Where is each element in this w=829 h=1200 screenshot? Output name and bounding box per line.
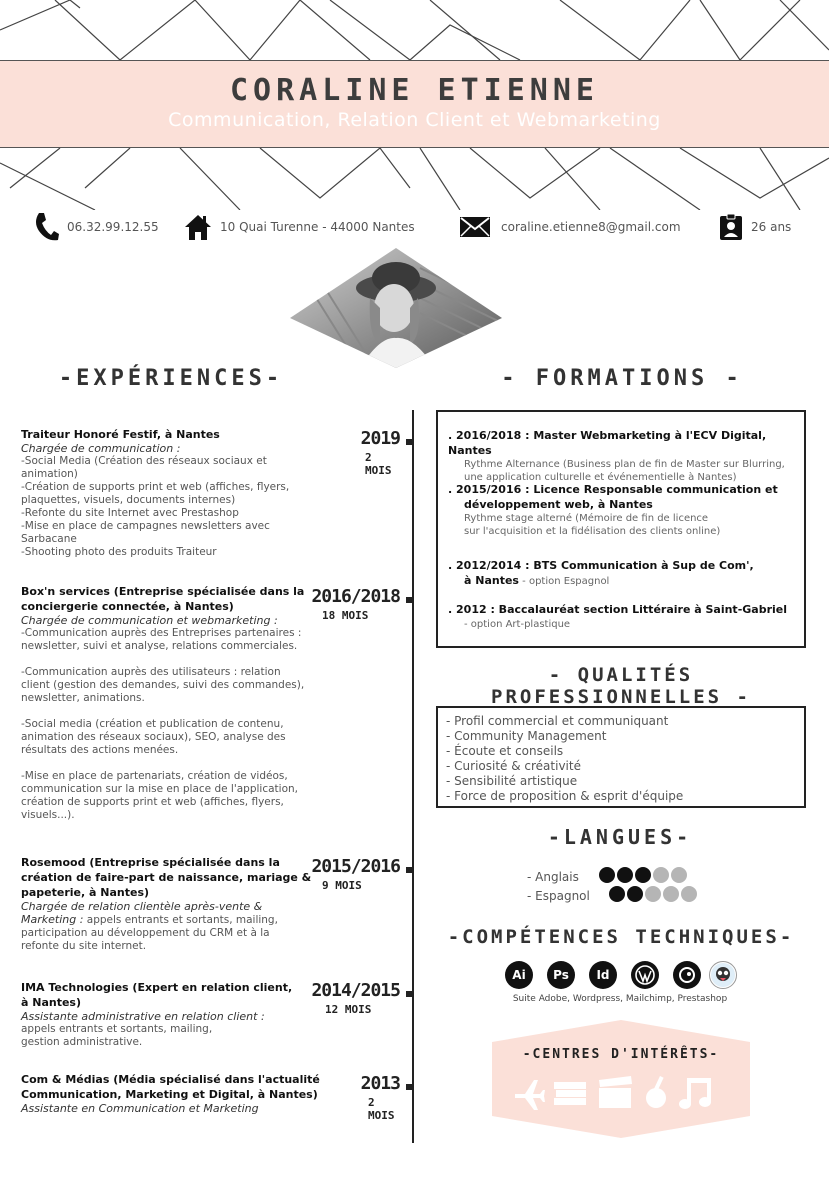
experience-company: Communication, Marketing et Digital, à Nantes) xyxy=(21,1088,318,1101)
experience-detail: gestion administrative. xyxy=(21,1036,143,1048)
language-level xyxy=(597,867,687,886)
timeline-marker xyxy=(406,597,412,603)
experience-detail: -Communication auprès des utilisateurs : relation xyxy=(21,666,281,678)
level-dot-empty xyxy=(653,867,669,883)
experience-duration: 2 MOIS xyxy=(368,1096,395,1122)
experience-timeline xyxy=(412,410,414,1143)
experience-year: 2015/2016 xyxy=(311,856,400,877)
experience-item xyxy=(21,1072,321,1115)
experience-detail: client (gestion des demandes, suivi des commandes), xyxy=(21,679,305,691)
experience-role: Chargée de communication : xyxy=(21,442,181,455)
experience-duration: 12 MOIS xyxy=(325,1003,372,1016)
wordpress-icon xyxy=(631,961,659,989)
level-dot-empty xyxy=(645,886,661,902)
experience-company: IMA Technologies (Expert en relation client, xyxy=(21,981,293,994)
experience-detail: plaquettes, visuels, documents internes) xyxy=(21,494,236,506)
level-dot-filled xyxy=(635,867,651,883)
experience-year: 2016/2018 xyxy=(311,586,400,607)
formations-heading: - FORMATIONS - xyxy=(501,366,743,391)
airplane-icon xyxy=(515,1080,545,1110)
experience-detail: communication sur la mise en place de l'application, xyxy=(21,783,298,795)
formation-item xyxy=(448,558,798,589)
experience-detail: -Refonte du site Internet avec Prestashop xyxy=(21,507,239,519)
books-icon xyxy=(554,1082,586,1105)
level-dot-empty xyxy=(681,886,697,902)
prestashop-icon xyxy=(709,961,737,989)
level-dot-filled xyxy=(599,867,615,883)
competences-heading: -COMPÉTENCES TECHNIQUES- xyxy=(447,926,795,948)
experience-company: Traiteur Honoré Festif, à Nantes xyxy=(21,428,220,441)
qualites-box xyxy=(436,706,806,808)
experience-role: Chargée de communication et webmarketing : xyxy=(21,614,278,627)
language-row xyxy=(527,886,697,905)
formation-desc: Rythme stage alterné (Mémoire de fin de licence xyxy=(464,513,709,524)
home-icon xyxy=(184,213,212,241)
experience-year: 2014/2015 xyxy=(311,980,400,1001)
quality-item: - Profil commercial et communiquant xyxy=(446,714,669,728)
experience-item xyxy=(21,855,321,953)
timeline-marker xyxy=(406,439,412,445)
experience-company: Com & Médias (Média spécialisé dans l'actualité xyxy=(21,1073,320,1086)
music-guitar-palette-icon xyxy=(646,1076,666,1108)
level-dot-filled xyxy=(609,886,625,902)
experience-detail: -Social Media (Création des réseaux sociaux et xyxy=(21,455,267,467)
experience-role: Assistante administrative en relation client : xyxy=(21,1010,265,1023)
experience-role: Marketing : xyxy=(21,913,84,926)
level-dot-filled xyxy=(627,886,643,902)
header-geometric-pattern-top xyxy=(0,0,829,60)
level-dot-empty xyxy=(671,867,687,883)
experience-date xyxy=(330,1073,400,1122)
mailchimp-icon xyxy=(673,961,701,989)
experience-duration: 2 MOIS xyxy=(365,451,392,477)
experience-detail: création de supports print et web (affiches, flyers, xyxy=(21,796,284,808)
experience-company: à Nantes) xyxy=(21,996,82,1009)
experience-detail: appels entrants et sortants, mailing, xyxy=(83,914,278,926)
interests-heading: -CENTRES D'INTÉRÊTS- xyxy=(522,1047,720,1062)
contact-email xyxy=(459,210,681,244)
experience-detail: appels entrants et sortants, mailing, xyxy=(21,1023,213,1035)
langues-heading: -LANGUES- xyxy=(547,825,693,849)
experience-role: Chargée de relation clientèle après-vente & xyxy=(21,900,263,913)
experience-detail: newsletter, animations. xyxy=(21,692,145,704)
formation-item xyxy=(448,482,798,538)
experience-company: Rosemood (Entreprise spécialisée dans la xyxy=(21,856,280,869)
experience-detail: animation) xyxy=(21,468,78,480)
experience-duration: 9 MOIS xyxy=(322,879,362,892)
experiences-heading: -EXPÉRIENCES- xyxy=(58,366,284,391)
experience-detail: -Shooting photo des produits Traiteur xyxy=(21,546,217,558)
quality-item: - Sensibilité artistique xyxy=(446,774,578,788)
envelope-icon xyxy=(459,216,491,238)
illustrator-icon: Ai xyxy=(505,961,533,989)
experience-detail: -Social media (création et publication de contenu, xyxy=(21,718,284,730)
level-dot-empty xyxy=(663,886,679,902)
experience-item xyxy=(21,427,321,559)
formation-desc: une application culturelle et événementielle à Nantes) xyxy=(464,472,737,483)
quality-item: - Curiosité & créativité xyxy=(446,759,581,773)
experience-date xyxy=(300,586,400,622)
timeline-marker xyxy=(406,991,412,997)
interests-icons xyxy=(510,1072,720,1112)
experience-detail: résultats des actions menées. xyxy=(21,744,179,756)
phone-icon xyxy=(33,212,59,242)
formation-option: - option Espagnol xyxy=(518,576,610,587)
experience-item xyxy=(21,980,321,1049)
indesign-icon: Id xyxy=(589,961,617,989)
language-name: - Espagnol xyxy=(527,888,590,903)
experience-detail: refonte du site internet. xyxy=(21,940,147,952)
formation-title: . 2015/2016 : Licence Responsable communication et xyxy=(448,483,778,496)
name-banner xyxy=(0,60,829,148)
experience-date xyxy=(300,856,400,892)
email-address[interactable]: coraline.etienne8@gmail.com xyxy=(501,220,681,234)
contact-age xyxy=(719,210,791,244)
profile-photo xyxy=(290,248,502,368)
experience-detail: animation des réseaux sociaux), SEO, analyse des xyxy=(21,731,286,743)
formation-title: . 2012 : Baccalauréat section Littéraire à Saint-Gabriel xyxy=(448,603,788,616)
experience-date xyxy=(300,980,400,1016)
experience-company: conciergerie connectée, à Nantes) xyxy=(21,600,234,613)
contact-address xyxy=(184,210,415,244)
experience-duration: 18 MOIS xyxy=(322,609,369,622)
experience-item xyxy=(21,584,321,822)
quality-item: - Force de proposition & esprit d'équipe xyxy=(446,789,684,803)
id-badge-icon xyxy=(719,213,743,241)
experience-company: papeterie, à Nantes) xyxy=(21,886,150,899)
experience-detail: participation au développement du CRM et à la xyxy=(21,927,270,939)
experience-detail: -Mise en place de partenariats, création de vidéos, xyxy=(21,770,288,782)
level-dot-filled xyxy=(617,867,633,883)
contact-phone xyxy=(33,210,159,244)
photoshop-icon: Ps xyxy=(547,961,575,989)
formation-title: . 2012/2014 : BTS Communication à Sup de Com', xyxy=(448,559,754,572)
competences-caption: Suite Adobe, Wordpress, Mailchimp, Prestashop xyxy=(512,994,728,1004)
language-level xyxy=(607,886,697,905)
quality-item: - Écoute et conseils xyxy=(446,744,564,758)
formation-item xyxy=(448,428,798,484)
address-text: 10 Quai Turenne - 44000 Nantes xyxy=(220,220,415,234)
formation-desc: sur l'acquisition et la fidélisation des clients online) xyxy=(464,526,721,537)
person-name: CORALINE ETIENNE xyxy=(230,73,599,108)
music-note-icon xyxy=(679,1078,711,1109)
formation-option: - option Art-plastique xyxy=(464,619,571,630)
clapperboard-icon xyxy=(599,1076,632,1108)
formation-item xyxy=(448,602,798,632)
experience-year: 2019 xyxy=(360,428,400,449)
experience-company: création de faire-part de naissance, mariage & xyxy=(21,871,312,884)
formation-title: . 2016/2018 : Master Webmarketing à l'ECV Digital, Nantes xyxy=(448,429,767,457)
job-subtitle: Communication, Relation Client et Webmarketing xyxy=(168,109,661,131)
quality-item: - Community Management xyxy=(446,729,607,743)
experience-year: 2013 xyxy=(360,1073,400,1094)
experience-role: Assistante en Communication et Marketing xyxy=(21,1102,259,1115)
experience-detail: newsletter, suivi et analyse, relations commerciales. xyxy=(21,640,298,652)
phone-number[interactable]: 06.32.99.12.55 xyxy=(67,220,159,234)
formations-box xyxy=(436,410,806,648)
language-row xyxy=(527,867,687,886)
age-text: 26 ans xyxy=(751,220,792,234)
experience-date xyxy=(330,428,400,477)
experience-detail: -Création de supports print et web (affiches, flyers, xyxy=(21,481,290,493)
timeline-marker xyxy=(406,1084,412,1090)
experience-detail: Sarbacane xyxy=(21,533,77,545)
experience-company: Box'n services (Entreprise spécialisée dans la xyxy=(21,585,305,598)
header-geometric-pattern-bottom xyxy=(0,148,829,210)
language-name: - Anglais xyxy=(527,869,579,884)
qualites-heading: - QUALITÉS PROFESSIONNELLES - xyxy=(491,664,751,708)
experience-detail: visuels...). xyxy=(21,809,75,821)
experience-detail: -Communication auprès des Entreprises partenaires : xyxy=(21,627,302,639)
formation-desc: Rythme Alternance (Business plan de fin de Master sur Blurring, xyxy=(464,459,785,470)
experience-detail: -Mise en place de campagnes newsletters avec xyxy=(21,520,270,532)
formation-title: développement web, à Nantes xyxy=(464,498,653,511)
formation-title: à Nantes xyxy=(464,574,519,587)
timeline-marker xyxy=(406,867,412,873)
